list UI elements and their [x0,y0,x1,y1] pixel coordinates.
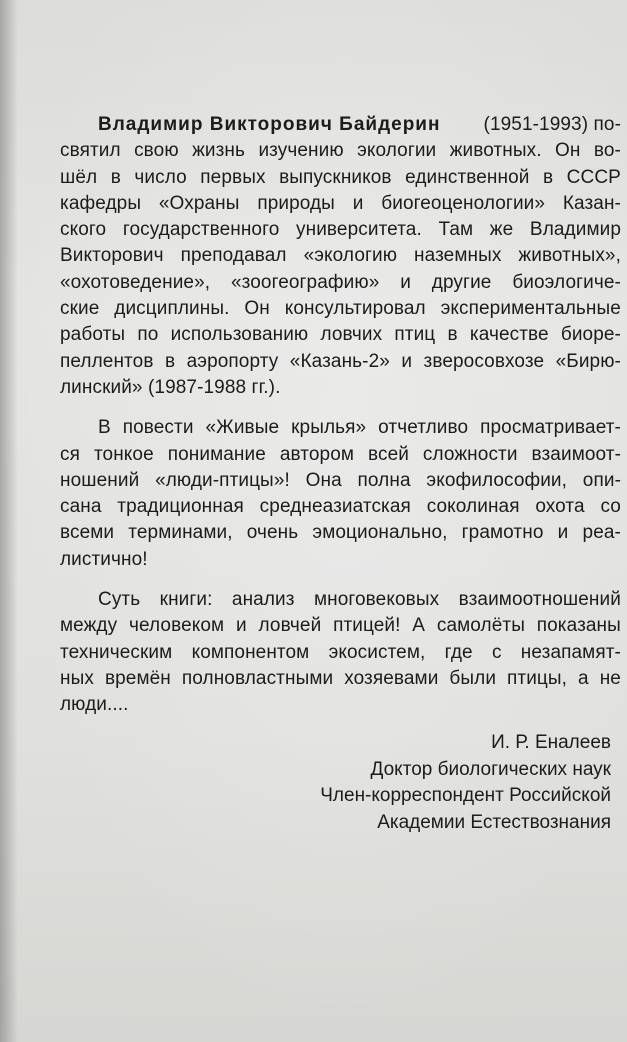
word: Викторович [60,245,164,267]
word: всеми [60,522,115,544]
word: человеком [129,615,225,637]
word: же [489,219,514,241]
word: ские [60,298,100,320]
word: реа- [582,522,621,544]
word: зверосовхозе [423,350,545,372]
word: эмоционально, [312,522,448,544]
word: «Живые [205,417,280,439]
text-line [60,165,621,191]
word: терминами, [128,522,233,544]
word: «охотоведение», [60,271,211,293]
word: повести [122,417,194,439]
word: в [110,166,121,188]
word: птицы, [507,667,568,689]
word: экофилософии, [426,469,568,491]
word: число [134,166,187,188]
word: экспериментальные [440,298,621,320]
signature-academy: Академии Естествознания [377,811,611,833]
author-name: Владимир Викторович Байдерин [98,114,441,135]
word: животных», [518,245,621,267]
word: Казан- [562,192,621,214]
text-line [60,613,621,639]
word: хозяевами [344,667,439,689]
word: работы [60,324,126,346]
word: святил [60,140,121,162]
word: наземных [414,245,502,267]
word: свою [134,140,179,162]
word: полна [357,469,411,491]
word: СССР [566,166,621,188]
paragraph-2 [60,415,621,573]
word: взаимоот- [531,443,621,465]
word: понимание [167,443,266,465]
word: Он [554,140,581,162]
text-line [60,191,621,217]
word: полновластными [181,667,334,689]
word: взаимоотношений [458,589,621,611]
word: птицей! [333,615,401,637]
word: крылья» [291,417,367,439]
text-line [60,112,621,138]
word: птиц [394,324,436,346]
text-line [60,217,621,243]
word: были [449,667,497,689]
word: в [447,324,458,346]
word: аэропорту [186,350,279,372]
word: В [98,417,111,439]
word: где [444,641,473,663]
word: всей [368,443,409,465]
paragraph-gap [60,573,621,587]
word: первых [200,166,266,188]
preface-text [60,112,621,719]
text-line [60,415,621,441]
text-line [60,520,621,546]
word: Владимир [529,219,621,241]
signature-name: И. Р. Еналеев [491,732,611,753]
word: консультировал [284,298,426,320]
word: по [137,324,159,346]
signature-block [320,730,611,836]
text-line [60,587,621,613]
paragraph-1 [60,112,621,401]
paragraph-gap [60,401,621,415]
word: со [600,496,621,518]
text-line [60,296,621,322]
text-line [60,243,621,269]
word: отчетливо [378,417,469,439]
word: и [400,271,411,293]
word: качестве [469,324,549,346]
word: в [164,350,176,372]
signature-degree: Доктор биологических наук [370,758,611,780]
word: Он [244,298,270,320]
word: другие [431,271,492,293]
word: животных. [449,140,542,162]
word: тонкое [93,443,154,465]
word: кафедры [60,192,142,214]
word: незапамят- [520,641,621,663]
word: «люди-птицы»! [155,469,290,491]
word: Суть [98,589,141,611]
word: ловчих [320,324,383,346]
word: а [578,667,589,689]
word: биогеоценологии» [381,192,546,214]
word: экосистем, [328,641,426,663]
word: времён [104,667,171,689]
word: самолёты [436,615,525,637]
word: преподавал [180,245,287,267]
word: государственного [122,219,280,241]
text-line: линский» (1987-1988 гг.). [60,376,281,398]
word: в [542,166,554,188]
text-line [60,442,621,468]
word: во- [593,140,621,162]
word: техническим [60,641,173,663]
text-line [60,322,621,348]
word: «Казань-2» [289,350,390,372]
word: и [401,350,413,372]
word: охота [535,496,585,518]
word: не [599,667,621,689]
paragraph-3 [60,587,621,718]
text-line [60,640,621,666]
word: дисциплины. [114,298,230,320]
word: пеллентов [60,350,154,372]
word: среднеазиатская [259,496,411,518]
word: единственной [405,166,530,188]
word: соколиная [426,496,520,518]
word: многовековых [313,589,440,611]
text-line [60,494,621,520]
word: с [491,641,502,663]
word: ловчей [258,615,322,637]
word: очень [246,522,299,544]
text-fragment: (1951-1993) по- [483,114,621,135]
text-line [60,666,621,692]
word: Там [438,219,474,241]
word: «Бирю- [555,350,621,372]
word: показаны [536,615,621,637]
word: между [60,615,118,637]
word: природы [257,192,335,214]
word: ся [60,443,80,465]
word: просматривает- [480,417,621,439]
word: выпускников [279,166,392,188]
word: университета. [296,219,422,241]
text-line: листично! [60,548,148,570]
text-line [60,468,621,494]
word: ского [60,219,107,241]
text-line [60,349,621,375]
word: использованию [170,324,309,346]
word: сана [60,496,102,518]
word: и [557,522,569,544]
word: «Охраны [158,192,240,214]
text-line [60,270,621,296]
word: биоэлогиче- [512,271,621,293]
word: грамотно [461,522,544,544]
word: книги: [159,589,213,611]
word: изучению [258,140,344,162]
signature-title: Член-корреспондент Российской [320,785,611,806]
word: и [352,192,364,214]
word: А [412,615,426,637]
word: опи- [582,469,621,491]
word: жизнь [192,140,246,162]
word: сложности [422,443,518,465]
text-line [60,138,621,164]
word: анализ [231,589,295,611]
word: «зоогеографию» [230,271,380,293]
word: шёл [60,166,98,188]
word: традиционная [117,496,244,518]
word: «экологию [303,245,398,267]
word: биоре- [560,324,621,346]
word: и [236,615,247,637]
word: Она [305,469,342,491]
word: автором [279,443,355,465]
text-line: люди.... [60,694,129,716]
word: компонентом [191,641,310,663]
word: ношений [60,469,140,491]
word: экологии [357,140,437,162]
word: ных [60,667,94,689]
